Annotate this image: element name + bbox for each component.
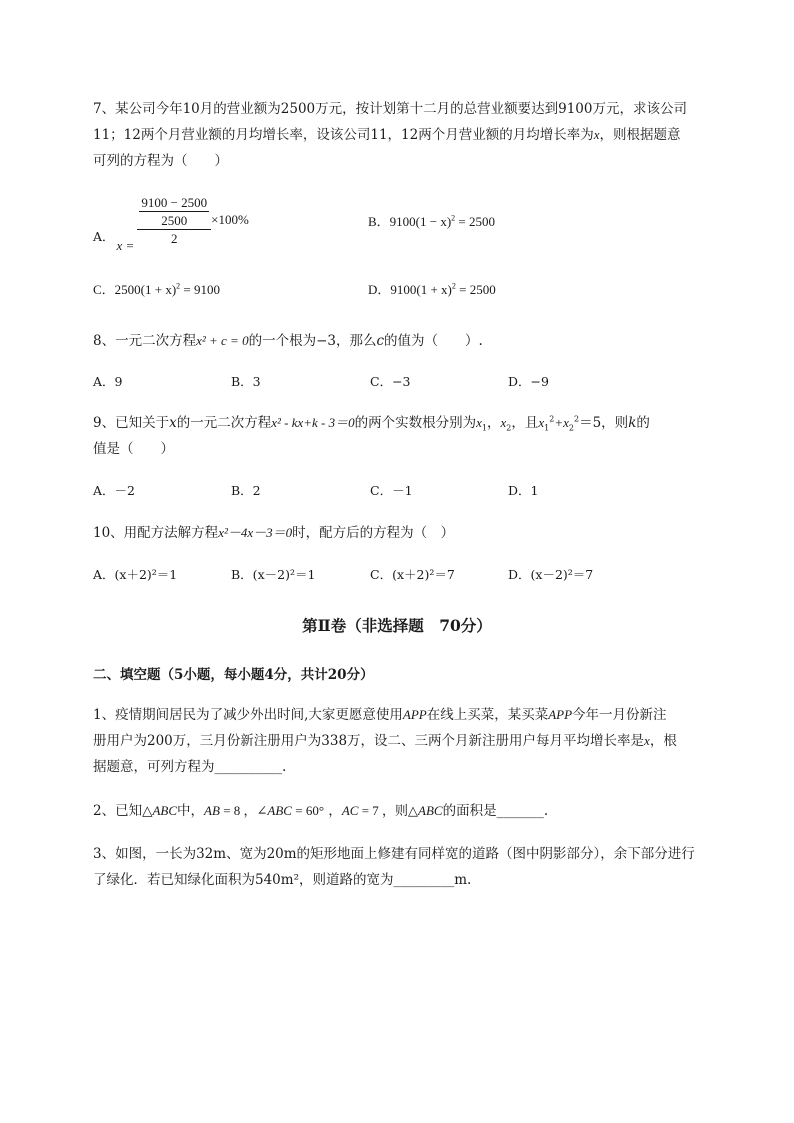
q9-option-c: C．－1 — [370, 483, 413, 498]
q7-option-d: D．$9100(1 + x)^2 = 2500$ — [368, 281, 496, 297]
question-8: 8、一元二次方程x² + c = 0的一个根为−3，那么c的值为（ ）. — [93, 333, 483, 349]
q9-line2: 值是（ ） — [93, 441, 174, 457]
question-9 — [93, 410, 743, 462]
q7-a-fraction: $\frac{\frac{9100 - 2500}{2500}}{2}$ — [137, 194, 211, 247]
q7-option-c: C．$2500(1 + x)^2 = 9100$ — [93, 281, 221, 297]
q10-option-c: C．(x＋2)²＝7 — [370, 567, 455, 582]
f1-line3: 据题意，可列方程为__________. — [93, 759, 287, 775]
q8-option-c: C．−3 — [370, 374, 411, 389]
q9-option-a: A．－2 — [93, 483, 135, 498]
q8-option-a: A．9 — [93, 374, 123, 389]
q7-line3: 可列的方程为（ ） — [93, 153, 228, 169]
f3-line1: 3、如图，一长为32m、宽为20m的矩形地面上修建有同样宽的道路（图中阴影部分），余下部分进行 — [93, 846, 695, 862]
f3-line2: 了绿化．若已知绿化面积为540m²，则道路的宽为_________m. — [93, 872, 472, 888]
q10-option-d: D．(x－2)²＝7 — [508, 567, 594, 582]
q8-option-d: D．−9 — [508, 374, 549, 389]
q9-option-d: D．1 — [508, 483, 539, 498]
f1-line2: 册用户为200万，三月份新注册用户为338万，设二、三两个月新注册用户每月平均增长率是x，根 — [93, 733, 677, 749]
part2-heading: 第Ⅱ卷（非选择题 70分） — [302, 616, 492, 635]
q7-option-b: B．$9100(1 - x)^2 = 2500$ — [368, 213, 496, 229]
question-7 — [93, 96, 743, 174]
fill-question-1 — [93, 702, 743, 780]
q7-line1: 7、某公司今年10月的营业额为2500万元，按计划第十二月的总营业额要达到9100万元，求该公司 — [93, 101, 687, 117]
q9-option-b: B．2 — [231, 483, 261, 498]
fill-question-3 — [93, 841, 743, 893]
fill-question-2: 2、已知△ABC中，AB = 8 ，∠ABC = 60° ，AC = 7 ，则△ABC的面积是_______. — [93, 803, 549, 819]
q10-option-a: A．(x＋2)²＝1 — [93, 567, 178, 582]
q10-option-b: B．(x－2)²＝1 — [231, 567, 316, 582]
q9-line1: 9、已知关于x的一元二次方程x² - kx+k - 3＝0的两个实数根分别为$x_1$，$x_2$，且$x_1^2+x_2^2=5$，则k的 — [93, 414, 650, 433]
question-10: 10、用配方法解方程x²－4x－3＝0时，配方后的方程为（ ） — [93, 525, 455, 541]
q7-option-a: A．x = $\frac{\frac{9100 - 2500}{2500}}{2}$ ×100% — [93, 195, 249, 253]
section2-title: 二、填空题（5小题，每小题4分，共计20分） — [93, 667, 374, 683]
q7-line2: 11；12两个月营业额的月均增长率，设该公司11，12两个月营业额的月均增长率为x，则根据题意 — [93, 127, 681, 143]
f1-line1: 1、疫情期间居民为了减少外出时间,大家更愿意使用APP在线上买菜，某买菜APP今年一月份新注 — [93, 707, 667, 723]
q8-option-b: B．3 — [231, 374, 261, 389]
